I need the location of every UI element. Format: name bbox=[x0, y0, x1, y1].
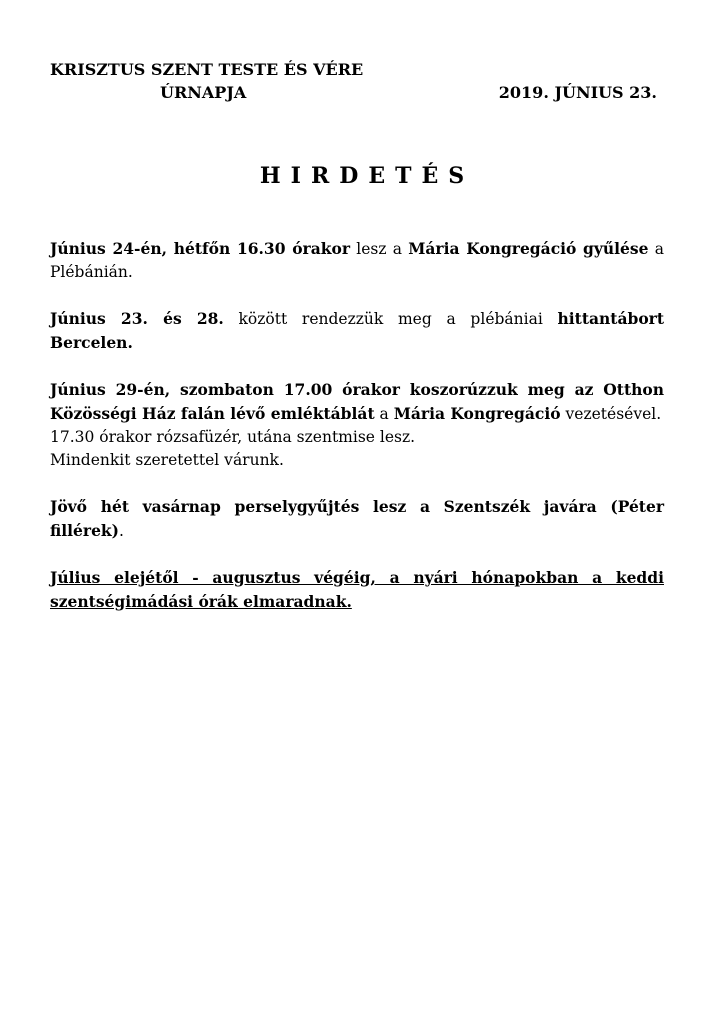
announcement-3-text: a bbox=[374, 405, 394, 423]
announcement-3-main: Június 29-én, szombaton 17.00 órakor koszorúzzuk meg az Otthon Közösségi Ház falán lévő emléktáblát bbox=[50, 380, 664, 423]
announcement-4-period: . bbox=[119, 522, 124, 540]
announcement-1-text: lesz a bbox=[350, 240, 409, 258]
announcement-1 bbox=[50, 237, 664, 284]
announcement-2-date: Június 23. és 28. bbox=[50, 309, 224, 328]
announcement-1-place: a Plébánián. bbox=[50, 240, 664, 281]
announcement-2 bbox=[50, 307, 664, 355]
header-title-line2: ÚRNAPJA bbox=[160, 83, 247, 102]
document-title: HIRDETÉS bbox=[259, 163, 475, 189]
announcement-5-main: Július elejétől - augusztus végéig, a nyári hónapokban a keddi szentségimádási órák elmaradnak. bbox=[50, 568, 664, 611]
announcement-1-date: Június 24-én, hétfőn 16.30 órakor bbox=[50, 239, 350, 258]
header-date: 2019. JÚNIUS 23. bbox=[498, 83, 657, 102]
header-title-line1: KRISZTUS SZENT TESTE ÉS VÉRE bbox=[50, 60, 364, 79]
announcement-3-line3: Mindenkit szeretettel várunk. bbox=[50, 451, 284, 469]
announcements bbox=[50, 237, 664, 637]
announcement-3-organizer: Mária Kongregáció bbox=[393, 404, 561, 423]
announcement-5 bbox=[50, 566, 664, 614]
announcement-3-suffix: vezetésével. bbox=[560, 405, 662, 423]
announcement-2-text: között rendezzük meg a plébániai bbox=[223, 310, 558, 328]
announcement-4-main: Jövő hét vasárnap perselygyűjtés lesz a Szentszék javára (Péter fillérek) bbox=[50, 497, 664, 540]
announcement-3 bbox=[50, 378, 664, 472]
announcement-4 bbox=[50, 495, 664, 543]
announcement-2-event: hittantábort Bercelen. bbox=[50, 309, 664, 352]
announcement-3-line2: 17.30 órakor rózsafüzér, utána szentmise lesz. bbox=[50, 428, 416, 446]
announcement-1-event: Mária Kongregáció gyűlése bbox=[408, 239, 649, 258]
